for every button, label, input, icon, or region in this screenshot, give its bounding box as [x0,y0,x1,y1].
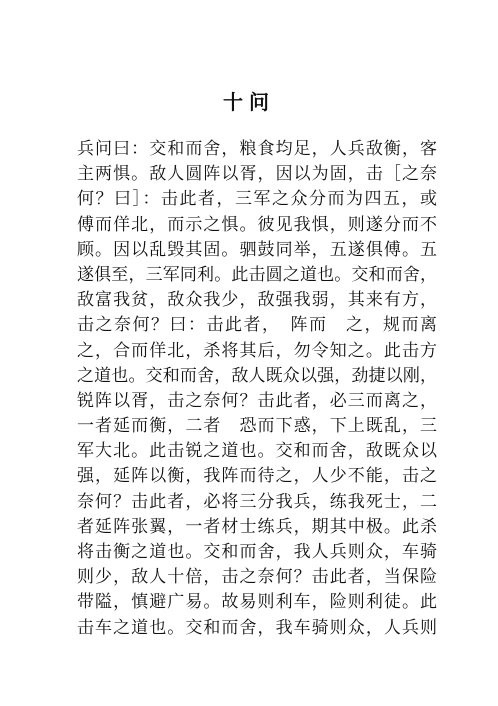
page-title: 十问 [223,90,275,114]
text-line: 奈何？击此者，必将三分我兵，练我死士，二 [77,491,437,512]
text-line: 锐阵以胥，击之奈何？击此者，必三而离之， [77,390,437,411]
text-line: 将击衡之道也。交和而舍，我人兵则众，车骑 [77,542,437,562]
text-line: 之，合而佯北，杀将其后，勿令知之。此击方 [77,340,437,361]
text-line: 击之奈何？曰：击此者， 阵而 之，规而离 [77,315,437,336]
body-text [77,137,437,641]
text-line: 带隘，慎避广易。故易则利车，险则利徒。此 [77,592,437,613]
text-line: 强，延阵以衡，我阵而待之，人少不能，击之 [77,466,437,487]
text-line: 之道也。交和而舍，敌人既众以强，劲捷以刚， [77,365,437,386]
text-line: 遂俱至，三军同利。此击圆之道也。交和而舍， [77,264,437,285]
text-line: 傅而佯北，而示之惧。彼见我惧，则遂分而不 [77,214,437,235]
text-line: 击车之道也。交和而舍，我车骑则众，人兵则 [77,617,437,638]
text-line: 军大北。此击锐之道也。交和而舍，敌既众以 [77,441,437,462]
text-line: 顾。因以乱毁其固。驷鼓同举，五遂俱傅。五 [77,239,437,260]
text-line: 兵问曰：交和而舍，粮食均足，人兵敌衡，客 [77,139,437,159]
text-line: 则少，敌人十倍，击之奈何？击此者，当保险 [77,567,437,588]
text-line: 主两惧。敌人圆阵以胥，因以为固，击［之奈 [77,164,437,185]
text-line: 者延阵张翼，一者材士练兵，期其中极。此杀 [77,516,437,537]
text-line: 敌富我贫，敌众我少，敌强我弱，其来有方， [77,290,437,311]
text-line: 一者延而衡，二者 恐而下惑，下上既乱，三 [77,416,437,437]
text-line: 何？曰］：击此者，三军之众分而为四五，或 [77,189,437,210]
